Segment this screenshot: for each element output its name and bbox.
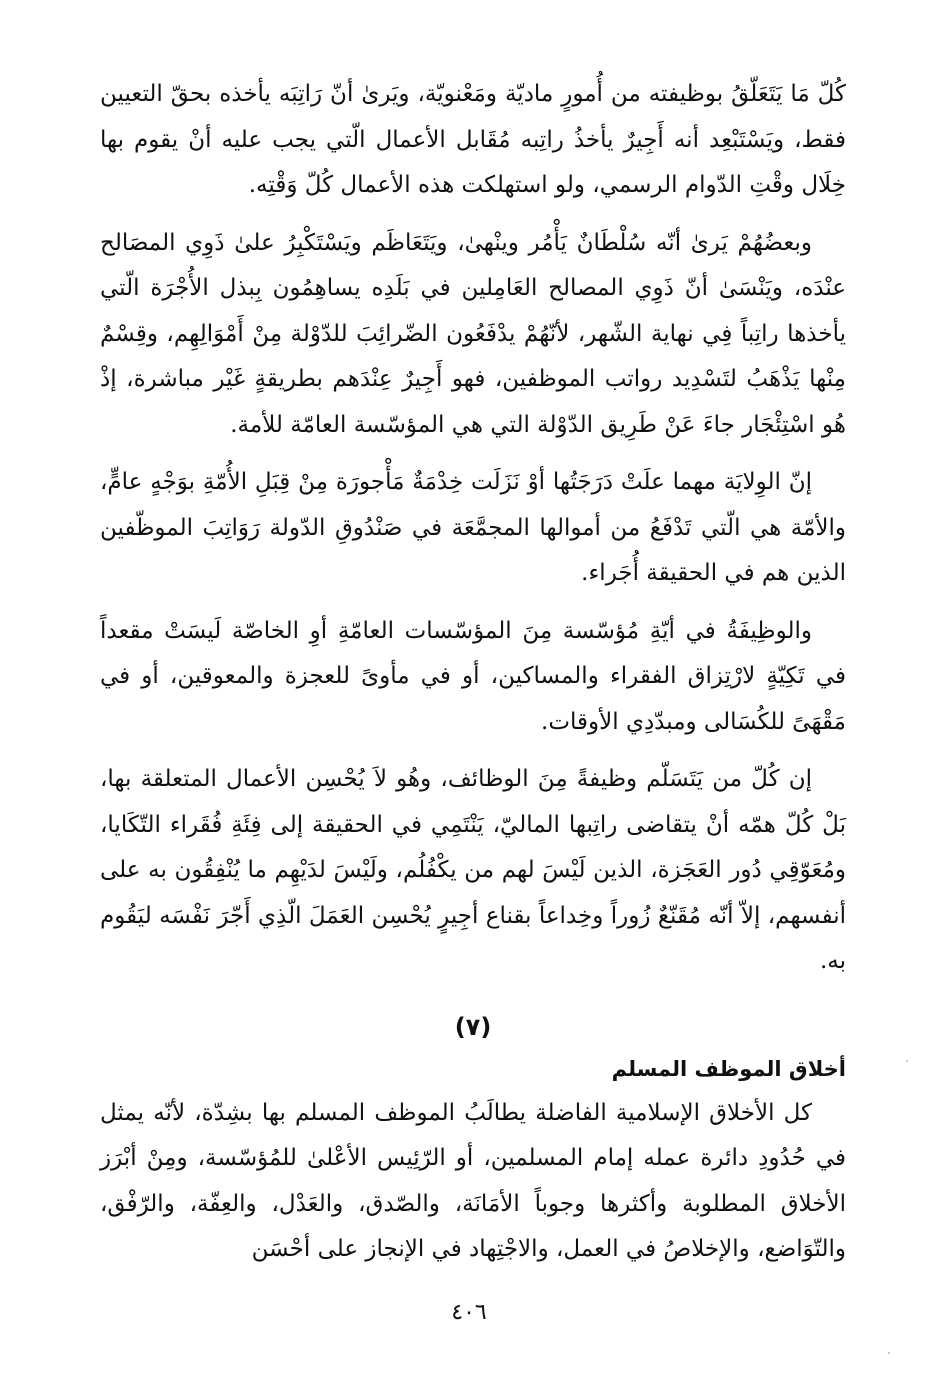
page-number: ٤٠٦	[451, 1300, 487, 1325]
paragraph-5: إن كُلّ من يَتَسَلّم وظيفةً مِنَ الوظائف، وهُو لاَ يُحْسِن الأعمال المتعلقة بها، بَلْ كُلّ همّه أنْ يتقاضى راتِبها الماليّ، يَنْتَمِي في الحقيقة إلى فِئَةِ فُقَراء التّكَايا، ومُعَوّقِي دُور العَجَزة، الذين لَيْسَ لهم من يكْفُلُم، ولَيْسَ لدَيْهِم ما يُنْفِقُون به على أنفسهم، إلاّ أنّه مُقَنّعٌ زُوراً وخِداعاً بقناع أجِيرٍ يُحْسِن العَمَلَ الّذِي أَجّرَ نَفْسَه ليَقُوم به.	[100, 766, 846, 974]
section-paragraph: كل الأخلاق الإسلامية الفاضلة يطالَبُ الموظف المسلم بها بشِدّة، لأنّه يمثل في حُدُودِ دائرة عمله إمام المسلمين، أو الرّئِيس الأعْلىٰ للمُؤسّسة، ومِنْ أبْرَز الأخلاق المطلوبة وأكثرها وجوباً الأمَانَة، والصّدق، والعَدْل، والعِفّة، والرّفْق، والتّوَاضع، والإخلاصُ في العمل، والاجْتِهاد في الإنجاز على أحْسَن	[100, 1099, 846, 1262]
paragraph-4: والوظِيفَةُ في أيّةِ مُؤسّسة مِنَ المؤسّسات العامّةِ أوِ الخاصّة لَيسَتْ مقعداً في تَكِيّةٍ لارْتِزاق الفقراء والمساكين، أو في مأوىً للعجزة والمعوقين، أو في مَقْهَىً للكُسَالى ومبدّدِي الأوقات.	[100, 617, 846, 735]
paragraph-3: إنّ الوِلايَة مهما علَتْ دَرَجَتُها أوْ نَزَلَت خِدْمَةٌ مَأْجورَة مِنْ قِبَلِ الأُمّةِ بوَجْهٍ عامٍّ، والأمّة هي الّتي تَدْفَعُ من أموالها المجمَّعَة في صَنْدُوقِ الدّولة رَوَاتِبَ الموظّفين الذين هم في الحقيقة أُجَراء.	[100, 469, 846, 586]
scan-speck	[906, 1060, 908, 1062]
section-title: أخلاق الموظف المسلم	[611, 1056, 846, 1081]
section-number: (٧)	[454, 1012, 492, 1041]
scan-speck	[888, 1352, 890, 1354]
page-body	[100, 72, 846, 1285]
paragraph-1: كُلّ مَا يَتَعَلّقُ بوظيفته من أُمورٍ ماديّة ومَعْنويّة، ويَرىٰ أنّ رَاتِبَه يأخذه بحقّ التعيين فقط، ويَسْتَبْعِد أنه أَجِيرٌ يأخذُ راتِبه مُقَابل الأعمال الّتي يجب عليه أنْ يقوم بها خِلَال وقْتِ الدّوام الرسمي، ولو استهلكت هذه الأعمال كُلّ وَقْتِه.	[100, 81, 846, 198]
paragraph-2: وبعضُهُمْ يَرىٰ أنّه سُلْطَانٌ يَأْمُر وينْهىٰ، ويَتَعَاظَم ويَسْتَكْبِرُ علىٰ ذَوِي المصَالح عنْدَه، ويَنْسَىٰ أنّ ذَوِي المصالح العَامِلين في بَلَدِه يساهِمُون بِبذل الأُجْرَة الّتي يأخذها راتِباً فِي نهاية الشّهر، لأنّهُمْ يدْفَعُون الضّرائِبَ للدّوْلة مِنْ أَمْوَالِهِم، وقِسْمٌ مِنْها يَذْهَبُ لتَسْدِيد رواتب الموظفين، فهو أَجِيرٌ عِنْدَهم بطريقةٍ غَيْر مباشرة، إذْ هُو اسْتِئْجَار جاءَ عَنْ طَرِيق الدّوْلة التي هي المؤسّسة العامّة للأمة.	[100, 229, 846, 438]
